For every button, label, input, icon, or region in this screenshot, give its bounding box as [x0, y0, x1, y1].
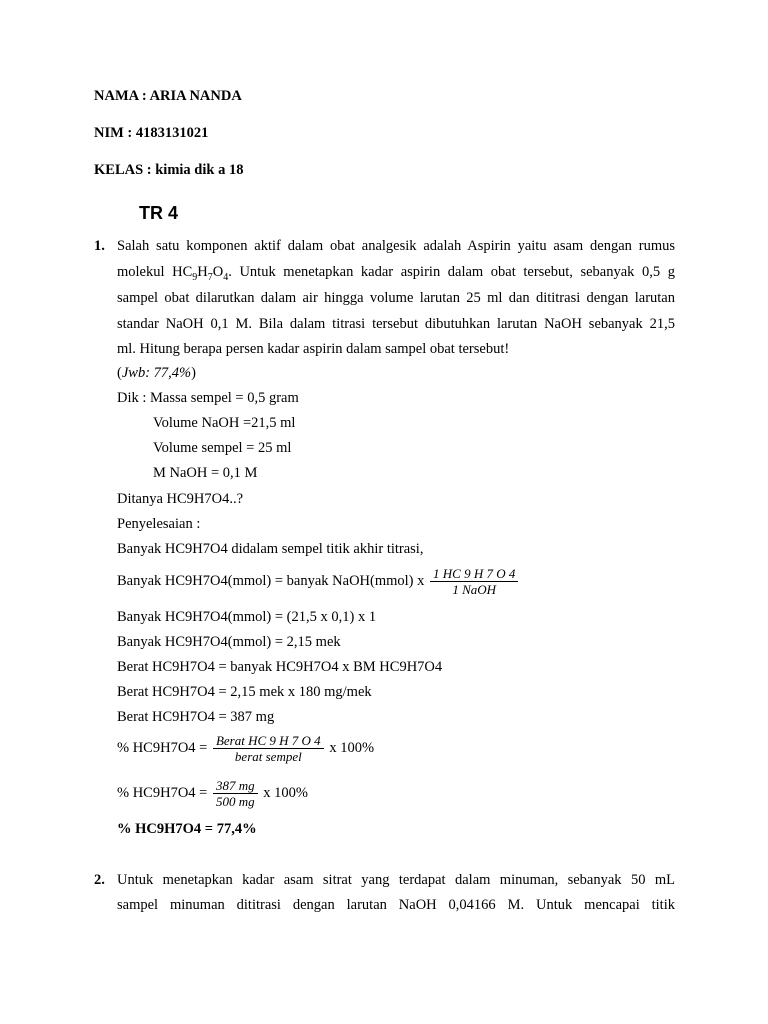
known-line-1: Dik : Massa sempel = 0,5 gram: [117, 390, 299, 406]
question-1-line-4: standar NaOH 0,1 M. Bila dalam titrasi tersebut dibutuhkan larutan NaOH sebanyak 21,5: [117, 316, 675, 332]
section-title: TR 4: [139, 203, 179, 223]
known-line-3: Volume sempel = 25 ml: [153, 440, 292, 456]
solution-step-9: % HC9H7O4 = $\frac{387 mg}{500 mg}$ x 100%: [117, 778, 308, 809]
asked-line: Ditanya HC9H7O4..?: [117, 491, 244, 507]
question-2-line-1: Untuk menetapkan kadar asam sitrat yang terdapat dalam minuman, sebanyak 50 mL: [117, 872, 675, 888]
nim-line: NIM : 4183131021: [94, 125, 209, 141]
solution-step-1: Banyak HC9H7O4 didalam sempel titik akhir titrasi,: [117, 541, 424, 557]
solution-step-3: Banyak HC9H7O4(mmol) = (21,5 x 0,1) x 1: [117, 609, 377, 625]
fraction: $\frac{1 HC 9 H 7 O 4}{\text{1 NaOH}}$: [430, 566, 518, 597]
answer-hint: (Jwb: 77,4%): [117, 365, 196, 381]
solution-step-7: Berat HC9H7O4 = 387 mg: [117, 709, 275, 725]
question-1-line-2: molekul $HC_9H_7O_4$. Untuk menetapkan kadar aspirin dalam obat tersebut, sebanyak 0,5 g: [117, 264, 675, 283]
solution-step-5: Berat HC9H7O4 = banyak HC9H7O4 x BM HC9H7O4: [117, 659, 443, 675]
question-1-line-3: sampel obat dilarutkan dalam air hingga volume larutan 25 ml dan dititrasi dengan larutan: [117, 290, 675, 306]
question-1-number: 1.: [94, 238, 105, 254]
final-result: % HC9H7O4 = 77,4%: [117, 821, 257, 837]
question-2-number: 2.: [94, 872, 105, 888]
name-line: NAMA : ARIA NANDA: [94, 88, 242, 104]
question-1-line-5: ml. Hitung berapa persen kadar aspirin dalam sampel obat tersebut!: [117, 341, 510, 357]
fraction: $\frac{\text{Berat HC 9 H 7 O 4}}{\text{berat sempel}}$: [213, 733, 324, 764]
class-line: KELAS : kimia dik a 18: [94, 162, 244, 178]
fraction: $\frac{387 mg}{500 mg}$: [213, 778, 258, 809]
known-line-4: M NaOH = 0,1 M: [153, 465, 258, 481]
question-1-line-1: Salah satu komponen aktif dalam obat analgesik adalah Aspirin yaitu asam dengan rumus: [117, 238, 675, 254]
solution-step-6: Berat HC9H7O4 = 2,15 mek x 180 mg/mek: [117, 684, 372, 700]
known-line-2: Volume NaOH =21,5 ml: [153, 415, 296, 431]
question-2-line-2: sampel minuman dititrasi dengan larutan NaOH 0,04166 M. Untuk mencapai titik: [117, 897, 675, 913]
solution-step-4: Banyak HC9H7O4(mmol) = 2,15 mek: [117, 634, 341, 650]
solution-label: Penyelesaian :: [117, 516, 201, 532]
solution-step-8: % HC9H7O4 = $\frac{\text{Berat HC 9 H 7 O 4}}{\text{berat sempel}}$ x 100%: [117, 733, 375, 764]
solution-step-2: Banyak HC9H7O4(mmol) = banyak NaOH(mmol) x $\frac{1 HC 9 H 7 O 4}{\text{1 NaOH}}$: [117, 566, 520, 597]
